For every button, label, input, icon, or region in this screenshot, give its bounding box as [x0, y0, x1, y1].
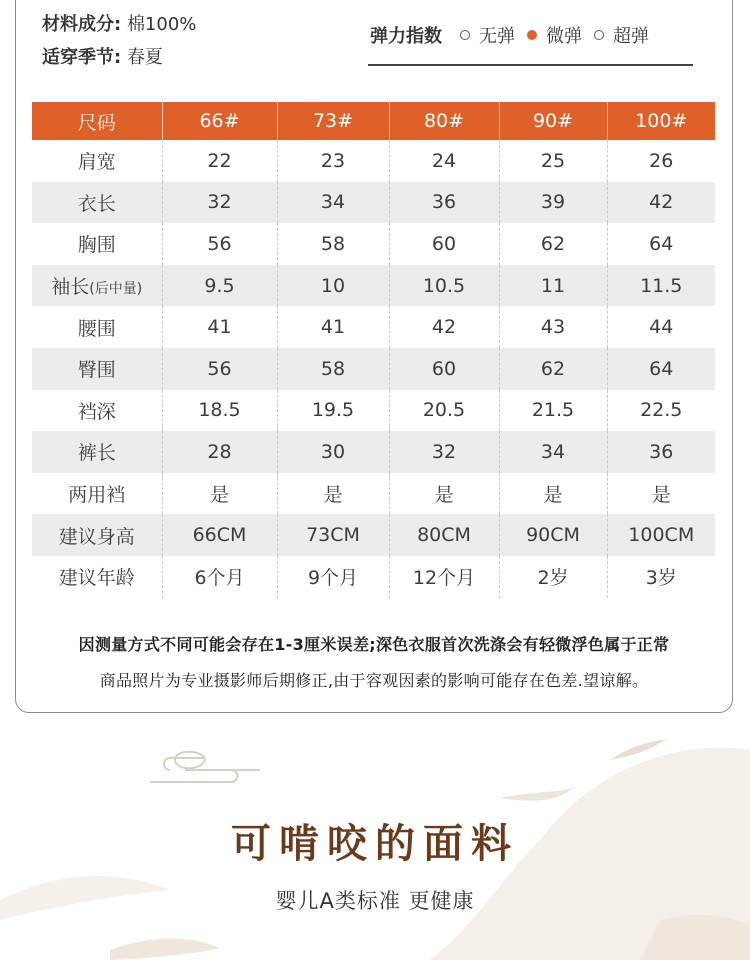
table-cell: 30 — [277, 431, 389, 473]
header-cell: 尺码 — [32, 102, 162, 140]
table-cell: 28 — [162, 431, 277, 473]
header-cell: 90# — [499, 102, 607, 140]
header-cell: 100# — [607, 102, 715, 140]
elasticity-option-label: 微弹 — [546, 26, 582, 47]
row-label — [32, 390, 162, 432]
table-row — [32, 140, 715, 182]
table-cell: 39 — [499, 182, 607, 224]
table-cell: 60 — [389, 348, 499, 390]
elasticity-option-super — [594, 22, 649, 48]
table-cell: 36 — [607, 431, 715, 473]
elasticity-underline — [368, 64, 693, 66]
table-cell: 10.5 — [389, 265, 499, 307]
table-row — [32, 514, 715, 556]
table-cell: 是 — [389, 473, 499, 515]
table-cell: 10 — [277, 265, 389, 307]
row-label-text: 臀围 — [77, 359, 116, 382]
table-cell: 9个月 — [277, 556, 389, 598]
table-cell: 43 — [499, 306, 607, 348]
elasticity-option-slight — [527, 22, 582, 48]
table-cell: 2岁 — [499, 556, 607, 598]
table-cell: 32 — [389, 431, 499, 473]
radio-filled-icon — [527, 30, 537, 40]
table-cell: 58 — [277, 348, 389, 390]
table-row — [32, 348, 715, 390]
table-cell: 6个月 — [162, 556, 277, 598]
row-label — [32, 306, 162, 348]
table-cell: 66CM — [162, 514, 277, 556]
row-label-text: 两用裆 — [68, 484, 126, 507]
table-cell: 9.5 — [162, 265, 277, 307]
row-label — [32, 514, 162, 556]
season-info — [42, 43, 163, 69]
table-cell: 100CM — [607, 514, 715, 556]
row-label — [32, 348, 162, 390]
table-cell: 56 — [162, 223, 277, 265]
table-cell: 34 — [277, 182, 389, 224]
row-label — [32, 182, 162, 224]
table-cell: 12个月 — [389, 556, 499, 598]
radio-empty-icon — [460, 30, 470, 40]
row-label-text: 建议身高 — [58, 525, 135, 548]
table-row — [32, 182, 715, 224]
table-cell: 34 — [499, 431, 607, 473]
radio-empty-icon — [594, 30, 604, 40]
row-label — [32, 556, 162, 598]
table-cell: 60 — [389, 223, 499, 265]
material-info — [42, 10, 196, 36]
table-row — [32, 306, 715, 348]
row-label-text: 建议年龄 — [58, 567, 135, 590]
row-label-text: 裆深 — [77, 400, 116, 423]
row-label-text: 袖长 — [51, 276, 90, 299]
table-cell: 是 — [277, 473, 389, 515]
size-table — [32, 102, 715, 598]
table-row — [32, 473, 715, 515]
material-value: 棉100% — [126, 14, 197, 35]
row-label — [32, 431, 162, 473]
table-cell: 24 — [389, 140, 499, 182]
elasticity-title: 弹力指数 — [370, 26, 442, 47]
table-cell: 64 — [607, 348, 715, 390]
table-cell: 90CM — [499, 514, 607, 556]
table-cell: 58 — [277, 223, 389, 265]
table-cell: 42 — [389, 306, 499, 348]
color-note: 商品照片为专业摄影师后期修正,由于容观因素的影响可能存在色差.望谅解。 — [99, 671, 649, 690]
table-cell: 23 — [277, 140, 389, 182]
table-cell: 21.5 — [499, 390, 607, 432]
fabric-subtitle: 婴儿A类标准 更健康 — [275, 889, 475, 913]
fabric-title: 可啃咬的面料 — [231, 820, 519, 867]
row-label — [32, 140, 162, 182]
table-cell: 73CM — [277, 514, 389, 556]
row-label-text: 衣长 — [77, 192, 116, 215]
elasticity-option-none — [460, 22, 515, 48]
size-table-body — [32, 140, 715, 598]
table-row — [32, 265, 715, 307]
table-cell: 3岁 — [645, 567, 677, 590]
table-cell: 25 — [499, 140, 607, 182]
elasticity-option-label: 超弹 — [613, 26, 649, 47]
row-label — [32, 223, 162, 265]
elasticity-option-label: 无弹 — [479, 26, 515, 47]
header-cell: 73# — [277, 102, 389, 140]
table-cell: 80CM — [389, 514, 499, 556]
table-cell: 41 — [162, 306, 277, 348]
table-cell: 18.5 — [162, 390, 277, 432]
table-cell: 20.5 — [389, 390, 499, 432]
measurement-note: 因测量方式不同可能会存在1-3厘米误差;深色衣服首次洗涤会有轻微浮色属于正常 — [78, 635, 670, 654]
table-cell: 62 — [499, 348, 607, 390]
table-cell: 11 — [499, 265, 607, 307]
table-cell: 64 — [649, 232, 674, 255]
elasticity-index — [370, 22, 661, 48]
table-cell: 是 — [499, 473, 607, 515]
table-cell: 42 — [607, 182, 715, 224]
table-cell: 32 — [162, 182, 277, 224]
header-cell: 80# — [389, 102, 499, 140]
table-row — [32, 390, 715, 432]
table-cell: 36 — [389, 182, 499, 224]
table-row — [32, 556, 715, 598]
row-label-sub: (后中量) — [89, 281, 143, 298]
row-label-text: 胸围 — [77, 234, 116, 257]
table-cell: 22.5 — [640, 399, 683, 422]
material-label: 材料成分: — [42, 14, 122, 35]
table-cell: 26 — [649, 149, 674, 172]
size-table-header — [32, 102, 715, 140]
table-row — [32, 431, 715, 473]
row-label — [32, 265, 162, 307]
row-label-text: 肩宽 — [77, 151, 116, 174]
table-cell: 22 — [162, 140, 277, 182]
table-cell: 62 — [499, 223, 607, 265]
table-cell: 是 — [651, 484, 671, 507]
table-cell: 44 — [649, 316, 674, 339]
table-cell: 11.5 — [607, 265, 715, 307]
row-label-text: 腰围 — [77, 317, 116, 340]
table-row — [32, 223, 715, 265]
row-label-text: 裤长 — [77, 442, 116, 465]
table-cell: 是 — [162, 473, 277, 515]
row-label — [32, 473, 162, 515]
table-cell: 19.5 — [277, 390, 389, 432]
season-label: 适穿季节: — [42, 47, 122, 68]
header-cell: 66# — [162, 102, 277, 140]
table-cell: 41 — [277, 306, 389, 348]
table-cell: 56 — [162, 348, 277, 390]
season-value: 春夏 — [126, 47, 163, 68]
